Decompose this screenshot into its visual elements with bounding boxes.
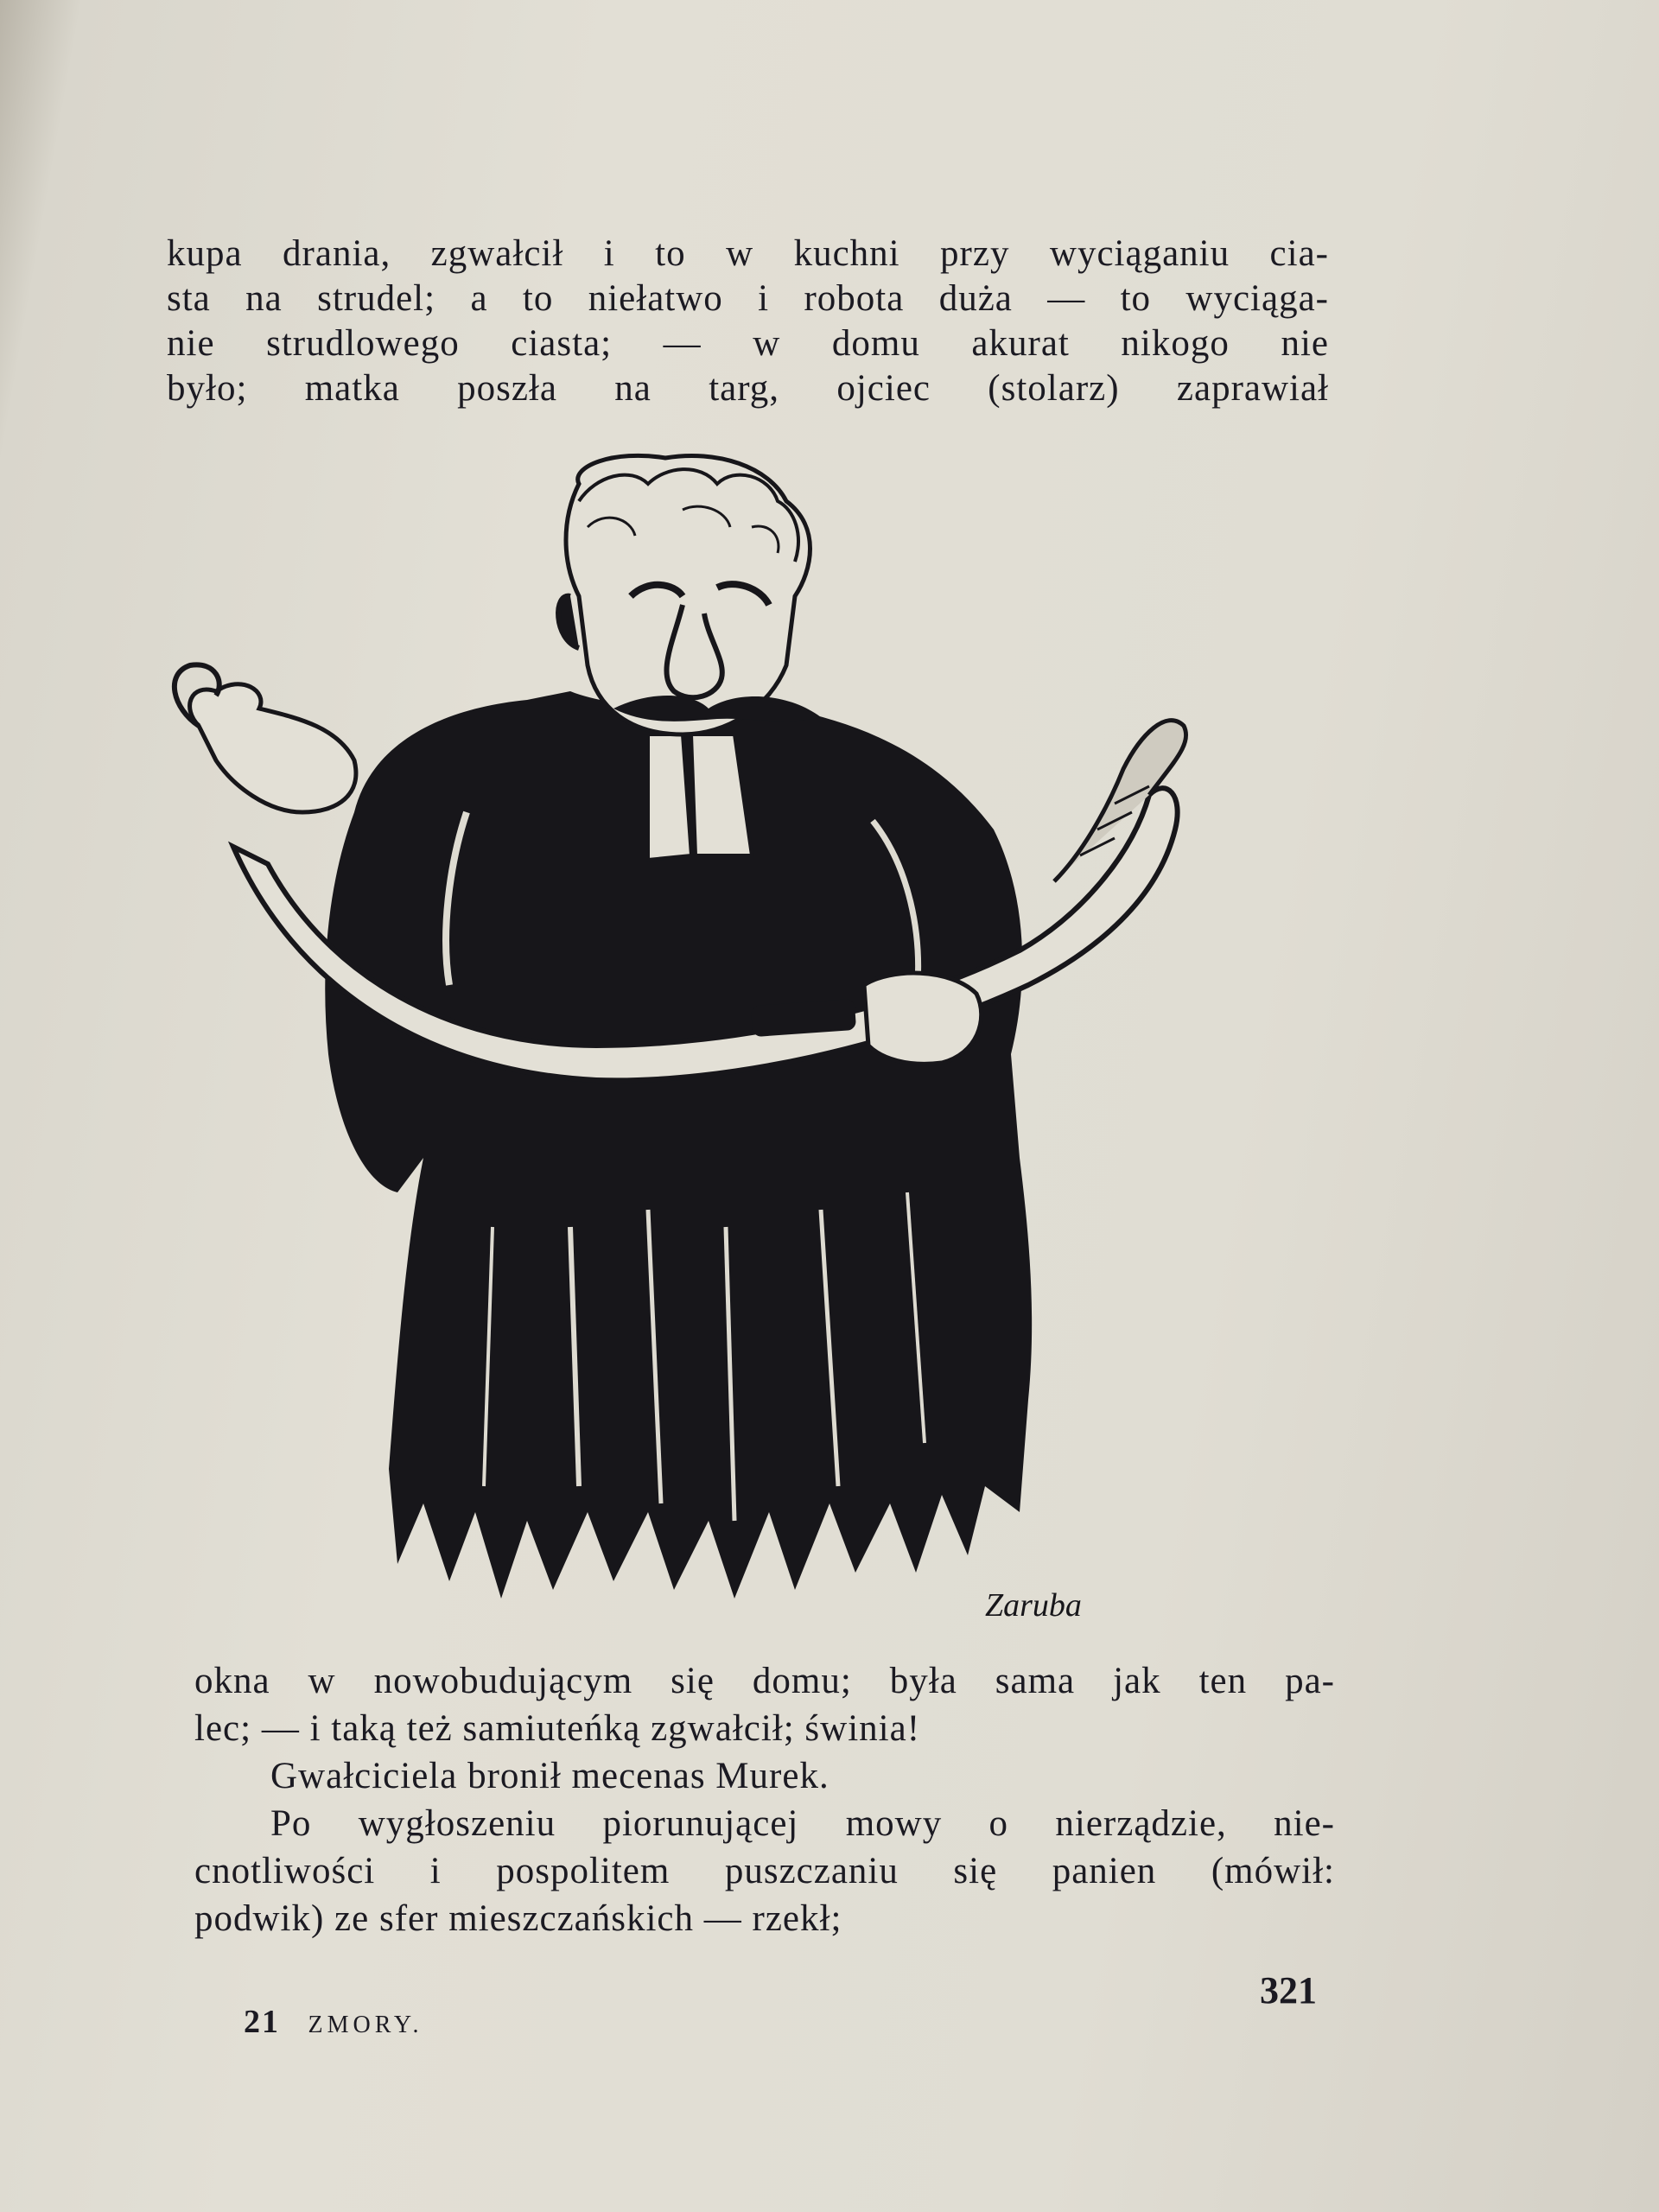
- text-line: Po wygłoszeniu piorunującej mowy o nierządzie, nie-: [270, 1803, 1335, 1844]
- text-line: Gwałciciela bronił mecenas Murek.: [270, 1756, 830, 1796]
- text-line: lec; — i taką też samiuteńką zgwałcił; świnia!: [194, 1708, 921, 1749]
- text-line: kupa drania, zgwałcił i to w kuchni przy wyciąganiu cia-: [167, 233, 1329, 274]
- text-line: nie strudlowego ciasta; — w domu akurat nikogo nie: [167, 323, 1329, 364]
- signature-number: 21: [244, 2004, 280, 2040]
- text-line: sta na strudel; a to niełatwo i robota duża — to wyciąga-: [167, 278, 1329, 319]
- page-number: 321: [1260, 1969, 1317, 2012]
- paragraph-top: [167, 232, 1329, 411]
- text-line: podwik) ze sfer mieszczańskich — rzekł;: [194, 1898, 842, 1939]
- text-line: było; matka poszła na targ, ojciec (stolarz) zaprawiał: [167, 368, 1329, 409]
- illustration-signature: Zaruba: [985, 1587, 1082, 1624]
- signature-title: ZMORY.: [308, 2012, 423, 2038]
- lawyer-illustration: [164, 449, 1357, 1642]
- text-line: cnotliwości i pospolitem puszczaniu się panien (mówił:: [194, 1851, 1335, 1891]
- signature-mark: [244, 2003, 423, 2041]
- text-line: okna w nowobudującym się domu; była sama jak ten pa-: [194, 1661, 1335, 1701]
- paragraph-bottom: [194, 1657, 1335, 1942]
